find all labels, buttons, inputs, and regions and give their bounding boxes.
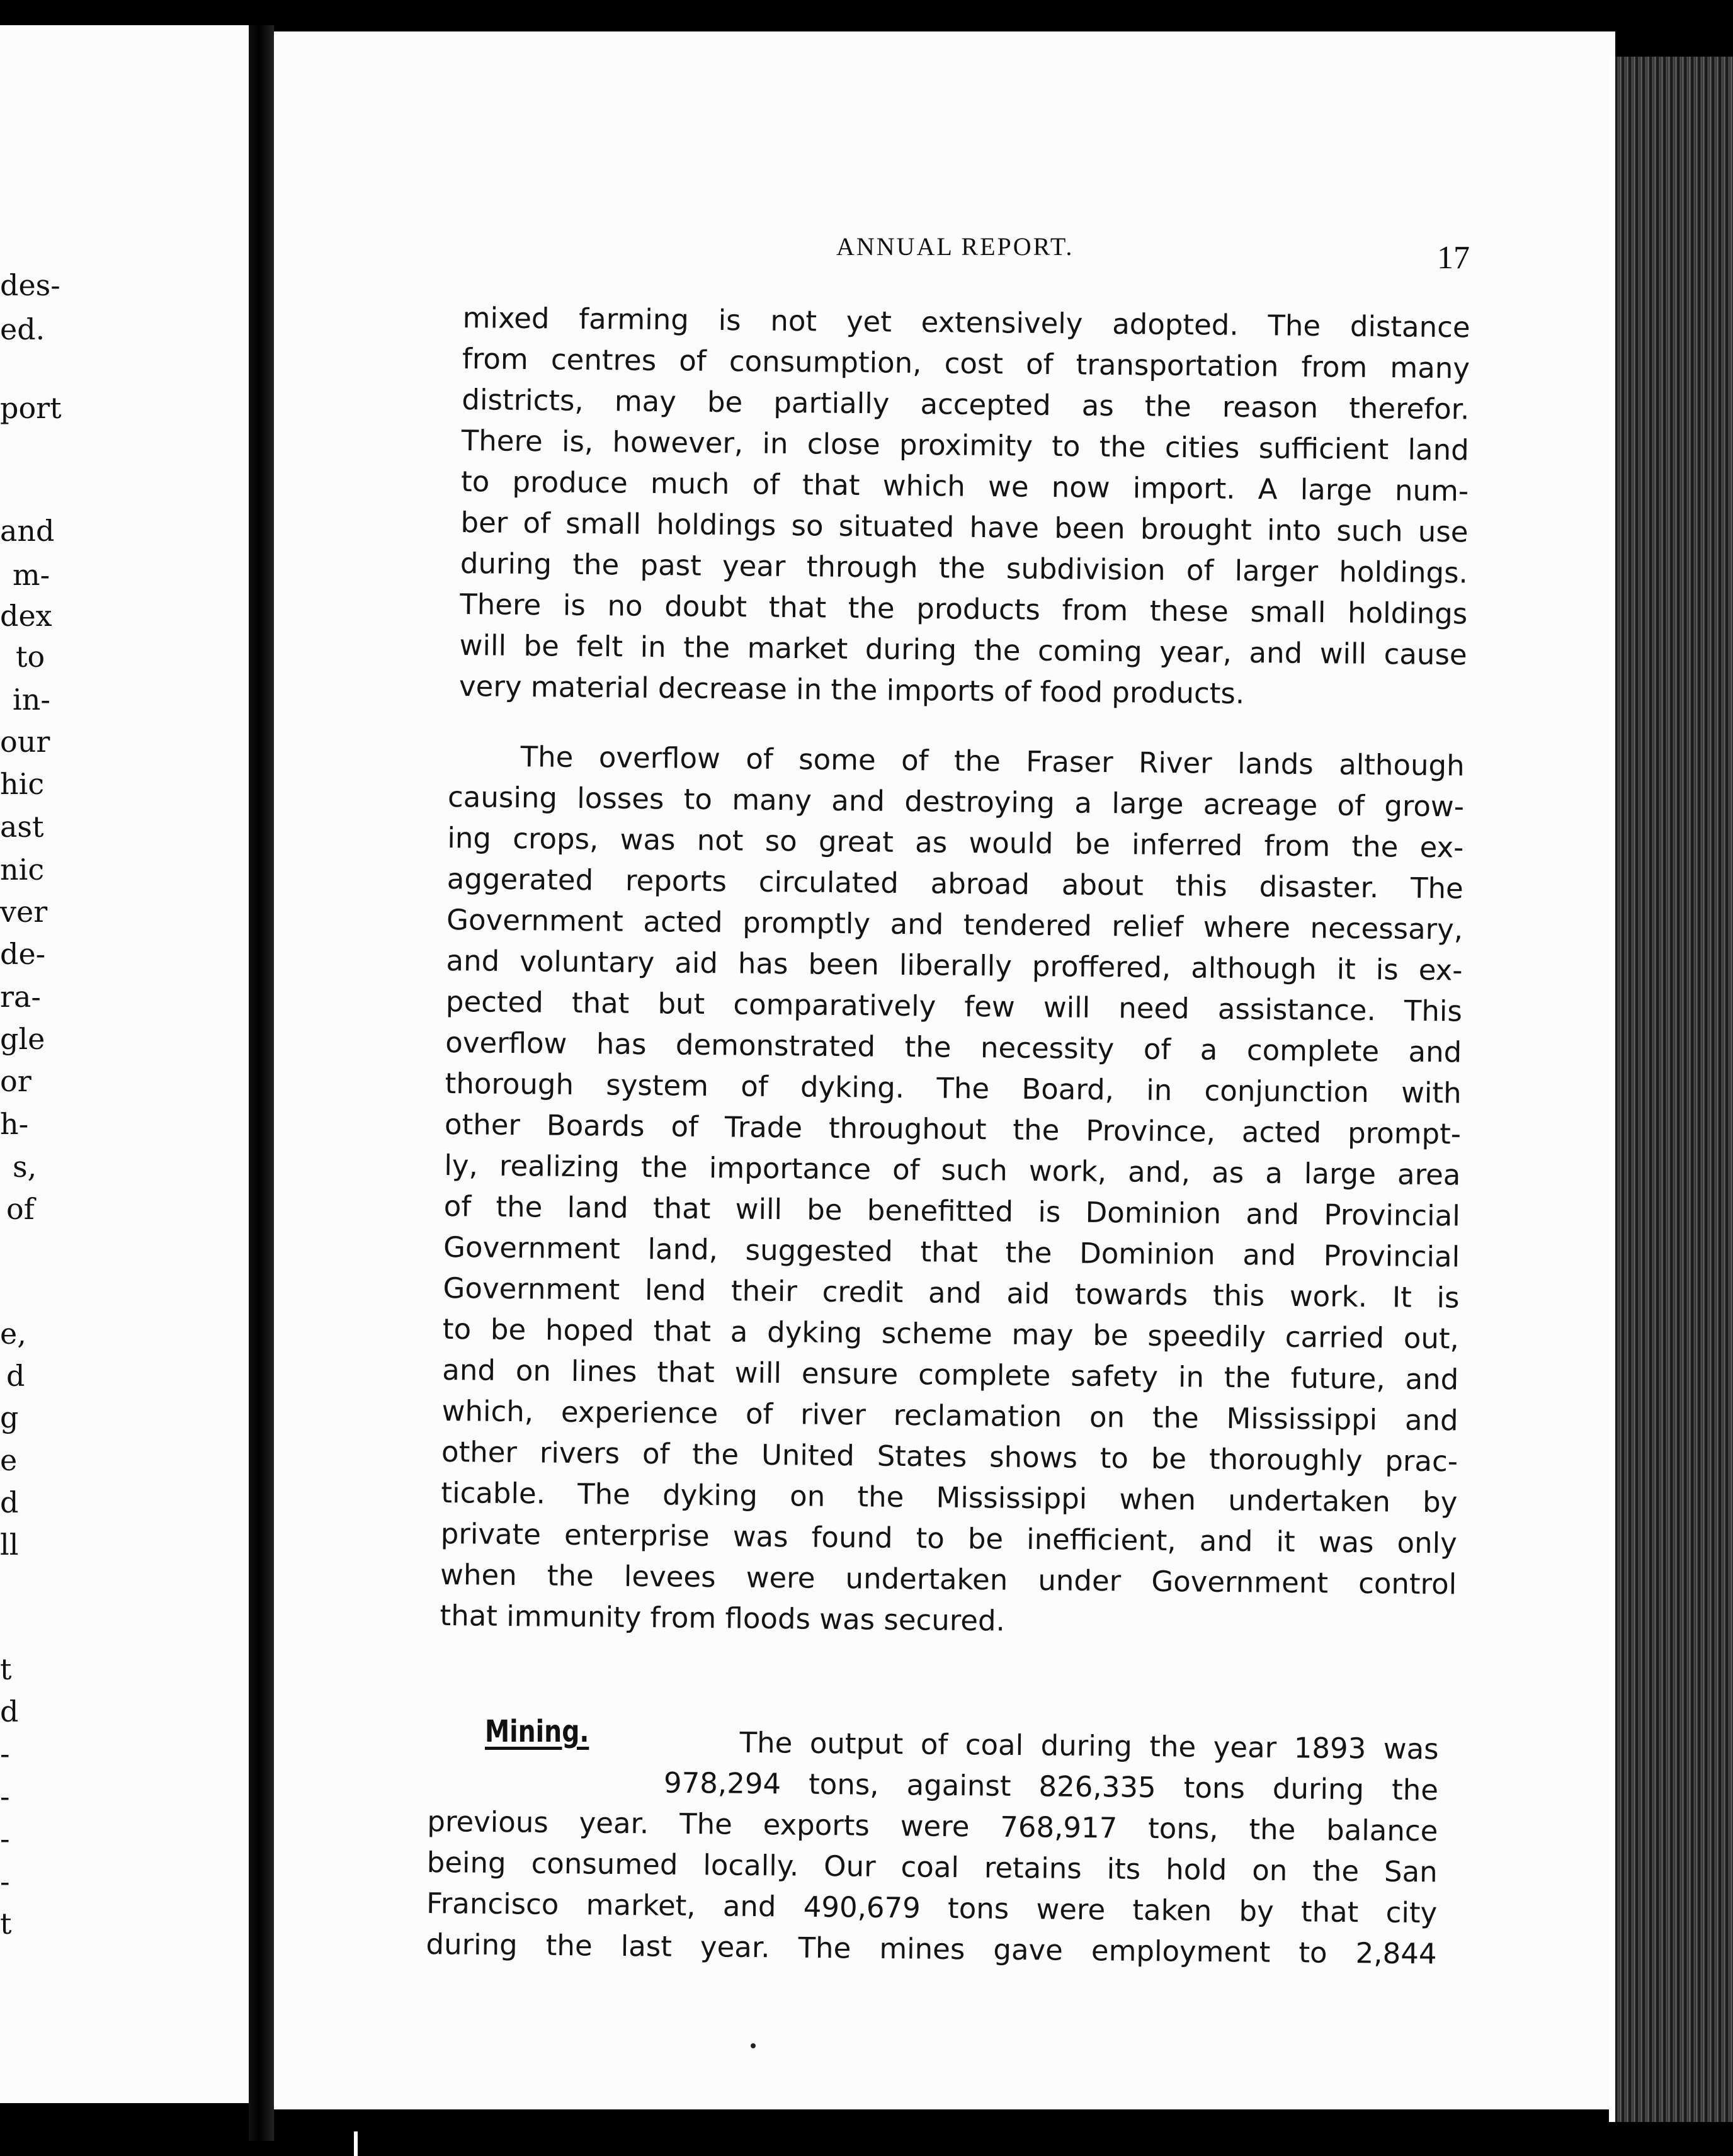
facing-page-text-fragment: d (6, 1359, 25, 1393)
facing-page-text-fragment: ver (0, 895, 48, 929)
text-line: The output of coal during the year 1893 was (739, 1725, 1439, 1766)
facing-page-text-fragment: and (0, 514, 55, 548)
text-line: to be hoped that a dyking scheme may be speedily carried out, (442, 1312, 1460, 1356)
facing-page-text-fragment: d (0, 1694, 19, 1728)
facing-page-text-fragment: - (0, 1779, 10, 1813)
facing-page-text-fragment: de- (0, 937, 46, 971)
text-line: There is, however, in close proximity to the cities sufficient land (461, 423, 1469, 467)
facing-page-text-fragment: to (16, 640, 45, 674)
text-line: There is no doubt that the products from these small holdings (460, 587, 1468, 631)
text-line: ber of small holdings so situated have been brought into such use (460, 505, 1469, 549)
text-line: Francisco market, and 490,679 tons were taken by that city (426, 1886, 1438, 1930)
text-line: aggerated reports circulated abroad about this disaster. The (446, 861, 1463, 905)
facing-page-text-fragment: s, (13, 1150, 37, 1184)
facing-page-text-fragment: ed. (0, 312, 45, 346)
text-line: Government land, suggested that the Dominion and Provincial (443, 1230, 1460, 1274)
text-line: Government lend their credit and aid towards this work. It is (443, 1271, 1460, 1315)
facing-page-left (0, 25, 252, 2103)
paragraph-fraser-overflow (440, 735, 1465, 1645)
facing-page-text-fragment: m- (13, 558, 50, 592)
text-line: when the levees were undertaken under Government control (440, 1557, 1457, 1601)
paragraph-farming (459, 297, 1470, 716)
text-line: ly, realizing the importance of such work, and, as a large area (444, 1148, 1461, 1192)
text-line: pected that but comparatively few will need assistance. This (445, 984, 1463, 1028)
text-line: that immunity from floods was secured. (440, 1598, 1006, 1638)
text-line: being consumed locally. Our coal retains its hold on the San (426, 1845, 1438, 1889)
text-line: ticable. The dyking on the Mississippi when undertaken by (441, 1475, 1458, 1519)
text-line: Government acted promptly and tendered relief where necessary, (446, 902, 1463, 946)
facing-page-text-fragment: g (0, 1400, 19, 1434)
facing-page-text-fragment: d (0, 1485, 19, 1519)
text-line: private enterprise was found to be inefficient, and it was only (440, 1516, 1458, 1560)
section-heading-mining: Mining. (485, 1714, 589, 1749)
facing-page-text-fragment: nic (0, 853, 45, 887)
text-line: very material decrease in the imports of food products. (458, 669, 1245, 710)
facing-page-text-fragment: des- (0, 268, 60, 302)
text-line: districts, may be partially accepted as the reason therefor. (462, 382, 1470, 426)
text-line: The overflow of some of the Fraser River lands although (520, 740, 1465, 783)
facing-page-text-fragment: - (0, 1864, 10, 1898)
facing-page-text-fragment: dex (0, 599, 52, 633)
facing-page-text-fragment: our (0, 725, 50, 759)
running-head: ANNUAL REPORT. (836, 232, 1074, 261)
facing-page-text-fragment: in- (13, 683, 50, 717)
text-line: mixed farming is not yet extensively adopted. The distance (462, 300, 1470, 344)
paragraph-mining (426, 1719, 1439, 1974)
text-line: during the past year through the subdivision of larger holdings. (460, 546, 1469, 590)
facing-page-text-fragment: or (0, 1064, 31, 1098)
text-line: will be felt in the market during the coming year, and will cause (459, 628, 1467, 672)
facing-page-text-fragment: port (0, 391, 62, 425)
text-line: which, experience of river reclamation on the Mississippi and (441, 1393, 1458, 1438)
facing-page-text-fragment: t (0, 1907, 12, 1941)
print-speck (751, 2043, 756, 2048)
facing-page-text-fragment: ast (0, 810, 44, 844)
facing-page-text-fragment: e, (0, 1317, 26, 1351)
facing-page-text-fragment: - (0, 1822, 10, 1856)
facing-page-text-fragment: h- (0, 1107, 29, 1141)
book-gutter (249, 25, 274, 2141)
text-line: previous year. The exports were 768,917 tons, the balance (427, 1804, 1438, 1848)
text-line: and on lines that will ensure complete safety in the future, and (442, 1353, 1459, 1397)
facing-page-text-fragment: gle (0, 1022, 45, 1056)
text-line: other Boards of Trade throughout the Province, acted prompt- (444, 1107, 1462, 1151)
text-line: 978,294 tons, against 826,335 tons during the (663, 1766, 1439, 1807)
text-line: and voluntary aid has been liberally proffered, although it is ex- (446, 943, 1463, 987)
facing-page-text-fragment: ra- (0, 980, 41, 1014)
text-line: during the last year. The mines gave employment to 2,844 (426, 1927, 1437, 1971)
facing-page-text-fragment: hic (0, 767, 45, 801)
facing-page-text-fragment: e (0, 1443, 18, 1477)
text-line: other rivers of the United States shows to be thoroughly prac- (441, 1434, 1458, 1478)
text-line: of the land that will be benefitted is Dominion and Provincial (443, 1189, 1461, 1233)
stacked-page-edges (1615, 57, 1733, 2122)
scan-artifact (354, 2131, 358, 2156)
facing-page-text-fragment: of (6, 1192, 35, 1226)
text-line: from centres of consumption, cost of transportation from many (462, 341, 1470, 385)
text-line: to produce much of that which we now import. A large num- (460, 464, 1469, 508)
text-line: causing losses to many and destroying a large acreage of grow- (447, 780, 1465, 824)
page-number: 17 (1437, 240, 1470, 276)
facing-page-text-fragment: ll (0, 1528, 19, 1562)
text-line: overflow has demonstrated the necessity of a complete and (445, 1025, 1462, 1069)
text-line: thorough system of dyking. The Board, in conjunction with (445, 1066, 1462, 1110)
facing-page-text-fragment: t (0, 1652, 12, 1686)
facing-page-text-fragment: - (0, 1737, 10, 1771)
text-line: ing crops, was not so great as would be inferred from the ex- (447, 820, 1464, 865)
